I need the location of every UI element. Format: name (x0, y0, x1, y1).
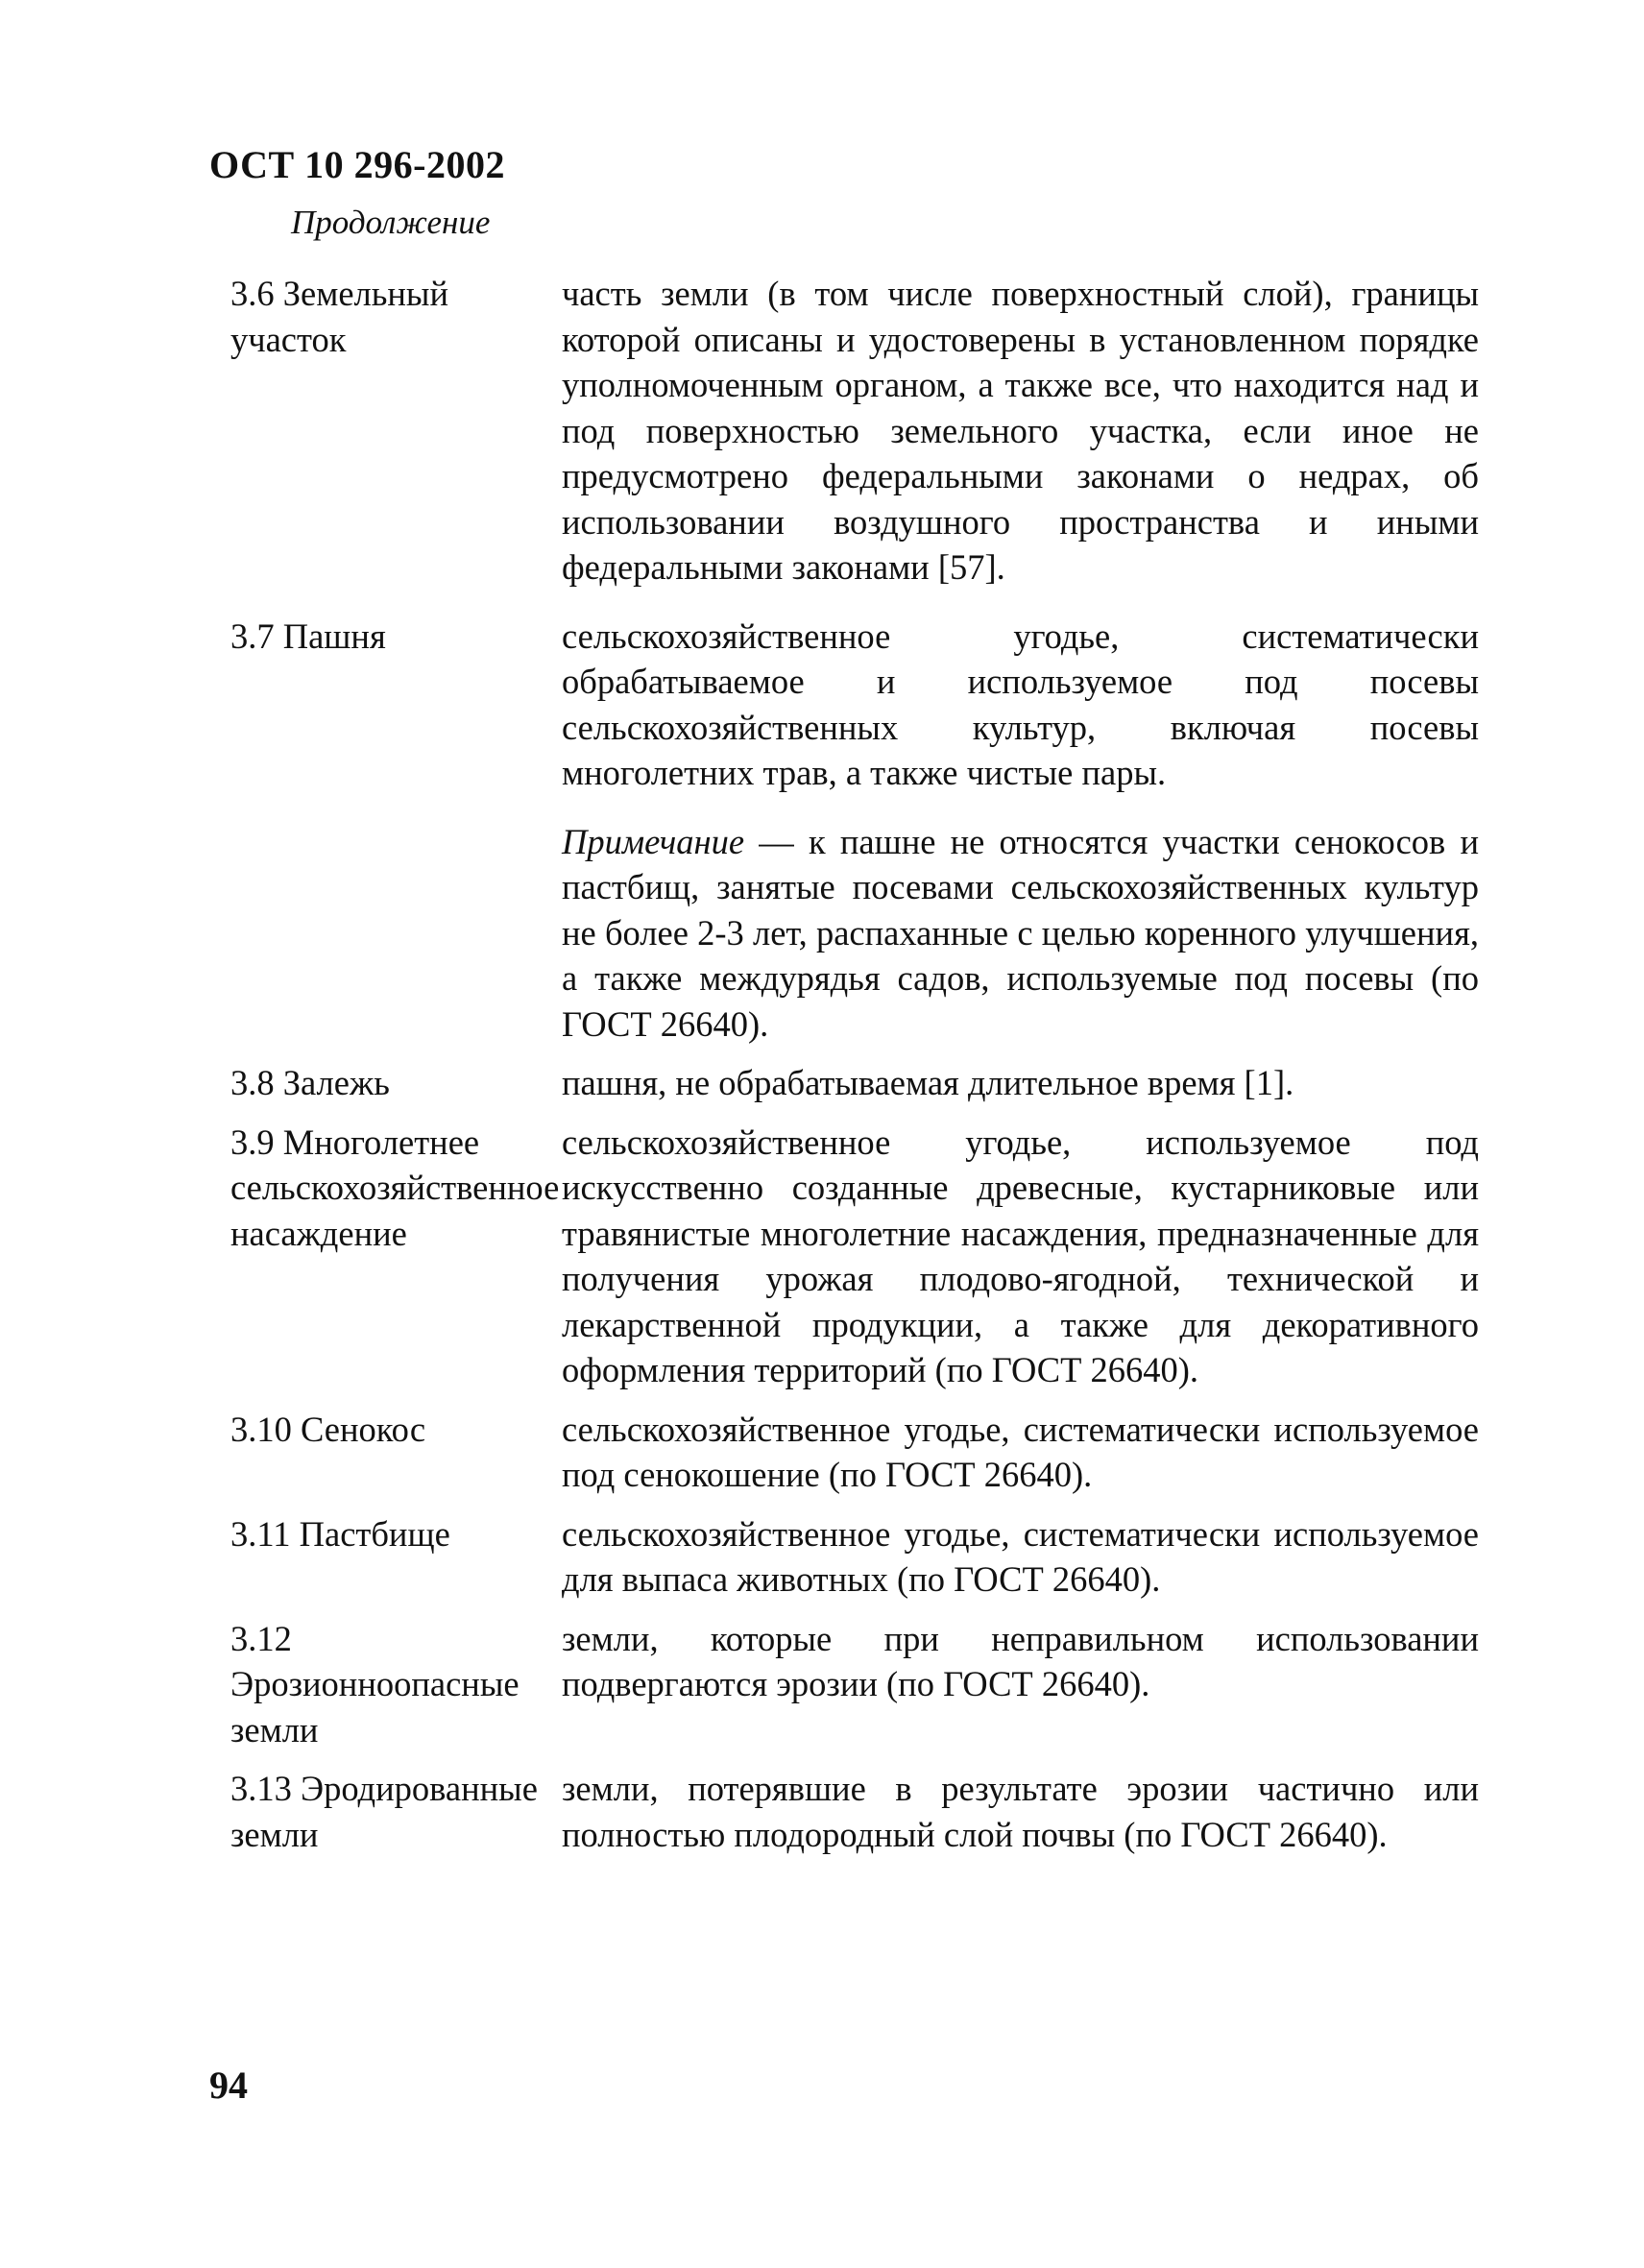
term-label: 3.12 Эрозионноопасные земли (230, 1618, 520, 1749)
term-entry-3-10 (230, 1407, 1479, 1498)
term-label: 3.8 Залежь (230, 1063, 390, 1102)
continuation-label: Продолжение (291, 204, 491, 241)
term-label: 3.9 Многолетнее сельскохозяйственное насаждение (230, 1122, 560, 1253)
term-entry-3-6 (230, 271, 1479, 591)
term-entry-3-7 (230, 614, 1479, 796)
term-label: 3.6 Земельный участок (230, 274, 448, 359)
term-label: 3.7 Пашня (230, 615, 386, 656)
term-definition: часть земли (в том числе поверхностный слой), границы которой описаны и удостоверены в установленном порядке уполномоченным органом, а также все, что находится над и под поверхностью земельного участка, если иное не предусмотрено федеральными законами о недрах, об использовании воздушного пространства и иными федеральными законами [57]. (562, 274, 1479, 587)
term-entry-3-9 (230, 1120, 1479, 1393)
term-label: 3.13 Эродированные земли (230, 1769, 538, 1854)
term-definition: пашня, не обрабатываемая длительное время [1]. (562, 1063, 1294, 1102)
term-entry-3-8 (230, 1060, 1479, 1106)
term-definition: земли, потерявшие в результате эрозии частично или полностью плодородный слой почвы (по ГОСТ 26640). (562, 1769, 1479, 1854)
term-definition: земли, которые при неправильном использовании подвергаются эрозии (по ГОСТ 26640). (562, 1618, 1479, 1703)
term-definition: сельскохозяйственное угодье, систематически используемое для выпаса животных (по ГОСТ 26640). (562, 1513, 1479, 1599)
term-label: 3.10 Сенокос (230, 1409, 426, 1449)
term-entry-3-13 (230, 1766, 1479, 1857)
term-definition: сельскохозяйственное угодье, используемое под искусственно созданные древесные, кустарниковые или травянистые многолетние насаждения, предназначенные для получения урожая плодово-ягодной, технической и лекарственной продукции, а также для декоративного оформления территорий (по ГОСТ 26640). (562, 1122, 1479, 1389)
term-definition: сельскохозяйственное угодье, систематически обрабатываемое и используемое под посевы сельскохозяйственных культур, включая посевы многолетних трав, а также чистые пары. (562, 615, 1479, 792)
page-number: 94 (209, 2063, 248, 2107)
term-label: 3.11 Пастбище (230, 1513, 450, 1554)
term-entry-3-11 (230, 1511, 1479, 1603)
document-code: ОСТ 10 296-2002 (209, 143, 505, 186)
note-label: Примечание (562, 821, 745, 861)
terms-list (230, 271, 1479, 1857)
term-definition: сельскохозяйственное угодье, систематически используемое под сенокошение (по ГОСТ 26640). (562, 1409, 1479, 1494)
term-entry-3-12 (230, 1616, 1479, 1753)
note-text: — к пашне не относятся участки сенокосов и пастбищ, занятые посевами сельскохозяйственных культур не более 2-3 лет, распаханные с целью коренного улучшения, а также междурядья садов, используемые под посевы (по ГОСТ 26640). (562, 821, 1479, 1044)
term-note-3-7 (562, 819, 1479, 1048)
